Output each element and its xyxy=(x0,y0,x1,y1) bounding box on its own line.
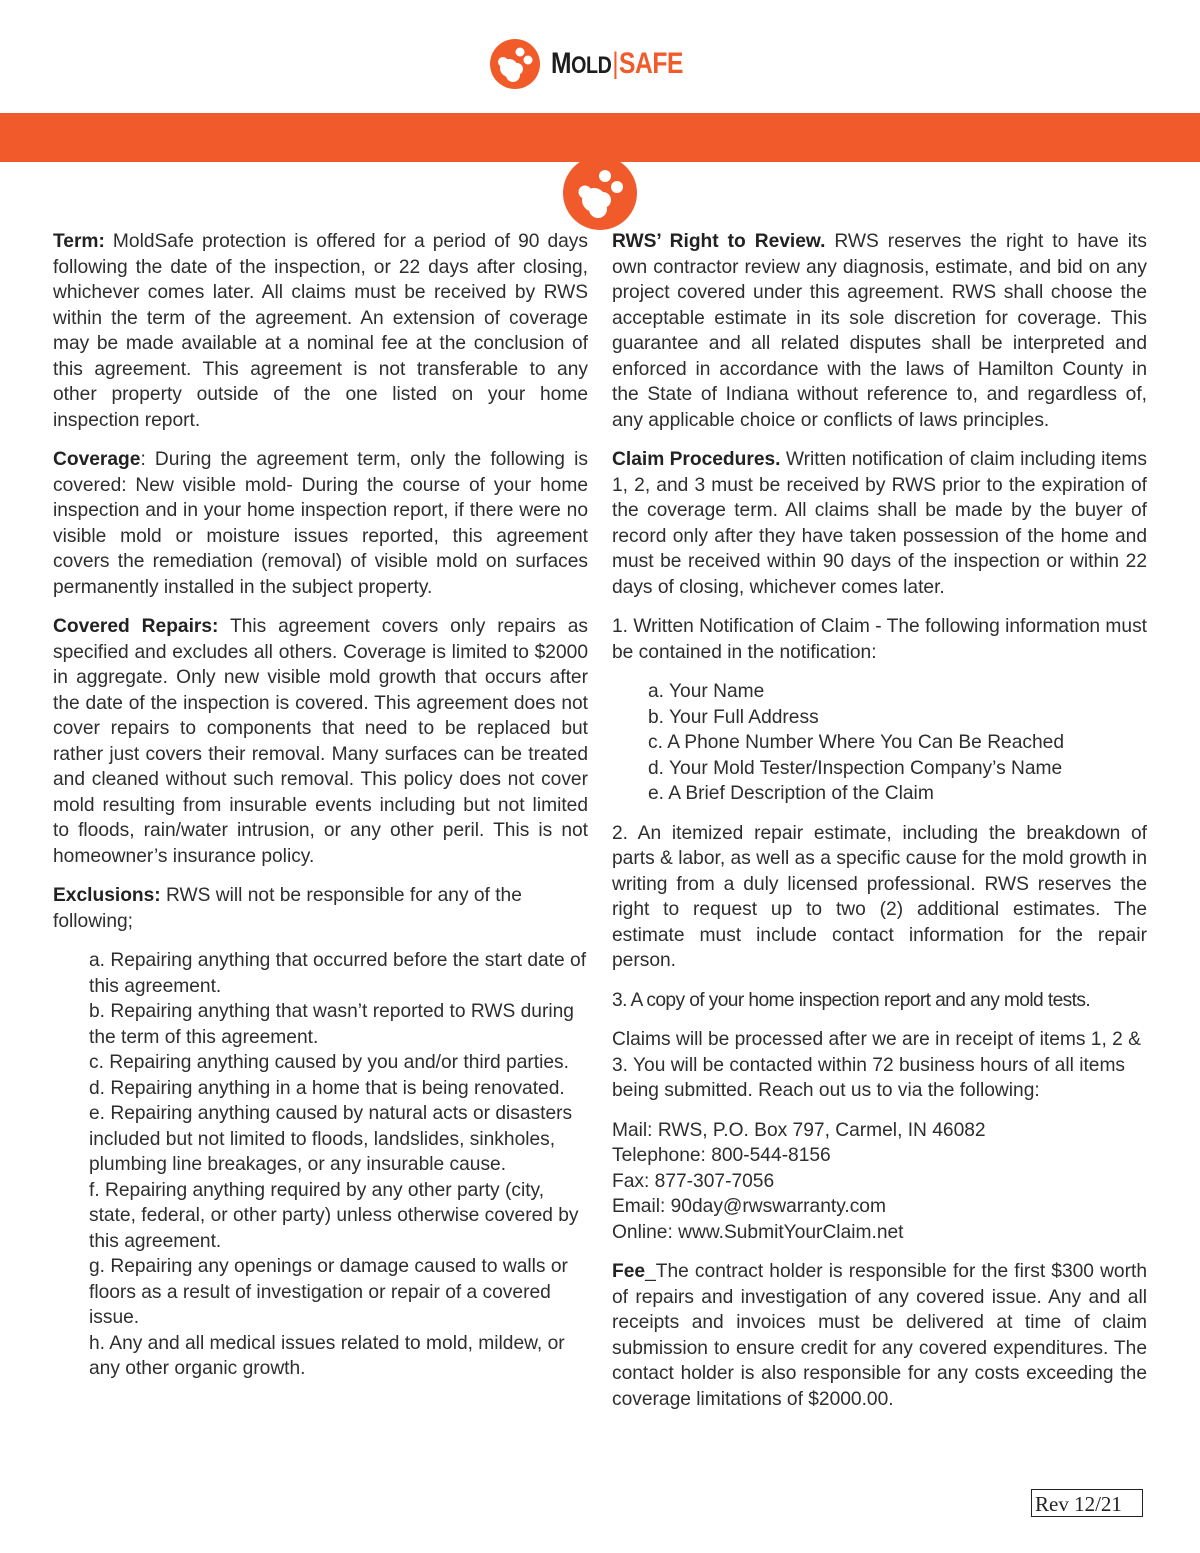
list-item: c. Repairing anything caused by you and/or third parties. xyxy=(89,1052,569,1073)
contact-telephone: Telephone: 800-544-8156 xyxy=(612,1145,831,1166)
list-item: e. Repairing anything caused by natural acts or disasters included but not limited to floods, landslides, sinkholes, plumbing line breakages, or any insurable cause. xyxy=(89,1103,573,1175)
term-heading: Term: xyxy=(53,231,105,252)
right-to-review-heading: RWS’ Right to Review. xyxy=(612,231,826,252)
list-item: d. Your Mold Tester/Inspection Company’s Name xyxy=(648,757,1063,779)
list-item: c. A Phone Number Where You Can Be Reached xyxy=(648,732,1064,753)
claim-procedures-section xyxy=(612,447,1147,600)
mold-paw-circle-icon xyxy=(489,38,541,90)
list-item: a. Your Name xyxy=(648,681,765,702)
contact-mail: Mail: RWS, P.O. Box 797, Carmel, IN 46082 xyxy=(612,1119,986,1141)
covered-repairs-section xyxy=(53,614,588,869)
list-item: g. Repairing any openings or damage caused to walls or floors as a result of investigation or repair of a covered issue. xyxy=(89,1256,568,1328)
notification-requirements-list xyxy=(612,679,1147,807)
fee-section xyxy=(612,1259,1147,1412)
brand-separator: | xyxy=(611,47,618,80)
list-item: b. Your Full Address xyxy=(648,706,819,728)
brand-wordmark xyxy=(551,49,683,79)
header-band xyxy=(0,113,1200,162)
list-item: a. Repairing anything that occurred before the start date of this agreement. xyxy=(89,950,587,997)
claim-procedures-text: Written notification of claim including items 1, 2, and 3 must be received by RWS prior to the expiration of the coverage term. All claims shall be made by the buyer of record only after they have taken possession of the home and must be received within 90 days of the inspection or within 22 days of closing, whichever comes later. xyxy=(612,449,1147,598)
coverage-heading: Coverage xyxy=(53,449,141,470)
term-section xyxy=(53,229,588,433)
term-text: MoldSafe protection is offered for a period of 90 days following the date of the inspection, or 22 days after closing, whichever comes later. All claims must be received by RWS within the term of the agreement. An extension of coverage may be made available at a nominal fee at the conclusion of this agreement. This agreement is not transferable to any other property outside of the one listed on your home inspection report. xyxy=(53,231,588,431)
covered-repairs-text: This agreement covers only repairs as specified and excludes all others. Coverage is limited to $2000 in aggregate. Only new visible mold growth that occurs after the date of the inspection is covered. This agreement does not cover repairs to components that need to be replaced but rather just covers their removal. Many surfaces can be treated and cleaned without such removal. This policy does not cover mold resulting from insurable events including but not limited to floods, rain/water intrusion, or any other peril. This is not homeowner’s insurance policy. xyxy=(53,616,589,867)
list-item: f. Repairing anything required by any other party (city, state, federal, or other party) unless otherwise covered by this agreement. xyxy=(89,1179,579,1252)
brand-mold xyxy=(551,49,611,79)
processing-text: Claims will be processed after we are in receipt of items 1, 2 & 3. You will be contacted within 72 business hours of all items being submitted. Reach out us to via the following: xyxy=(612,1029,1141,1101)
list-item: b. Repairing anything that wasn’t reported to RWS during the term of this agreement. xyxy=(89,1001,574,1048)
right-to-review-text: RWS reserves the right to have its own contractor review any diagnosis, estimate, and bid on any project covered under this agreement. RWS shall choose the acceptable estimate in its sole discretion for coverage. This guarantee and all related disputes shall be interpreted and enforced in accordance with the laws of Hamilton County in the State of Indiana without reference to, and regardless of, any applicable choice or conflicts of laws principles. xyxy=(612,231,1147,431)
contact-info xyxy=(612,1118,1147,1246)
exclusions-section xyxy=(53,883,588,934)
claim-procedures-heading: Claim Procedures. xyxy=(612,449,781,470)
right-column xyxy=(612,229,1147,1426)
contact-email: Email: 90day@rwswarranty.com xyxy=(612,1196,886,1217)
exclusions-heading: Exclusions: xyxy=(53,885,161,906)
exclusions-list xyxy=(53,948,588,1382)
fee-text: The contract holder is responsible for the first $300 worth of repairs and investigation of any covered issue. Any and all receipts and invoices must be delivered at time of claim submission to ensure credit for any covered expenditures. The contact holder is also responsible for any costs exceeding the coverage limitations of $2000.00. xyxy=(612,1261,1147,1410)
fee-underscore: _ xyxy=(645,1261,656,1282)
header-logo xyxy=(0,38,1200,90)
step1-text: 1. Written Notification of Claim - The following information must be contained in the notification: xyxy=(612,616,1147,663)
step2-text: 2. An itemized repair estimate, including the breakdown of parts & labor, as well as a specific cause for the mold growth in writing from a duly licensed professional. RWS reserves the right to request up to two (2) additional estimates. The estimate must include contact information for the repair person. xyxy=(612,822,1147,971)
coverage-section xyxy=(53,447,588,600)
coverage-text: : During the agreement term, only the following is covered: New visible mold- During the course of your home inspection and in your home inspection report, if there were no visible mold or moisture issues reported, this agreement covers the remediation (removal) of visible mold on surfaces permanently installed in the subject property. xyxy=(53,449,588,598)
left-column xyxy=(53,229,588,1382)
exclusions-text: RWS will not be responsible for any of the following; xyxy=(53,885,522,932)
list-item: e. A Brief Description of the Claim xyxy=(648,783,934,804)
brand-mold-initial: M xyxy=(550,47,571,80)
list-item: d. Repairing anything in a home that is being renovated. xyxy=(89,1077,565,1099)
contact-fax: Fax: 877-307-7056 xyxy=(612,1170,775,1192)
fee-heading: Fee xyxy=(612,1261,646,1282)
list-item: h. Any and all medical issues related to mold, mildew, or any other organic growth. xyxy=(89,1332,565,1379)
brand-mold-rest: OLD xyxy=(570,52,611,79)
covered-repairs-heading: Covered Repairs: xyxy=(53,616,219,637)
step3-text: 3. A copy of your home inspection report and any mold tests. xyxy=(612,989,1091,1011)
contact-online: Online: www.SubmitYourClaim.net xyxy=(612,1221,904,1243)
revision-box: Rev 12/21 xyxy=(1031,1489,1143,1517)
brand-safe: SAFE xyxy=(618,47,683,80)
right-to-review-section xyxy=(612,229,1147,433)
mold-paw-badge-icon xyxy=(561,160,639,232)
